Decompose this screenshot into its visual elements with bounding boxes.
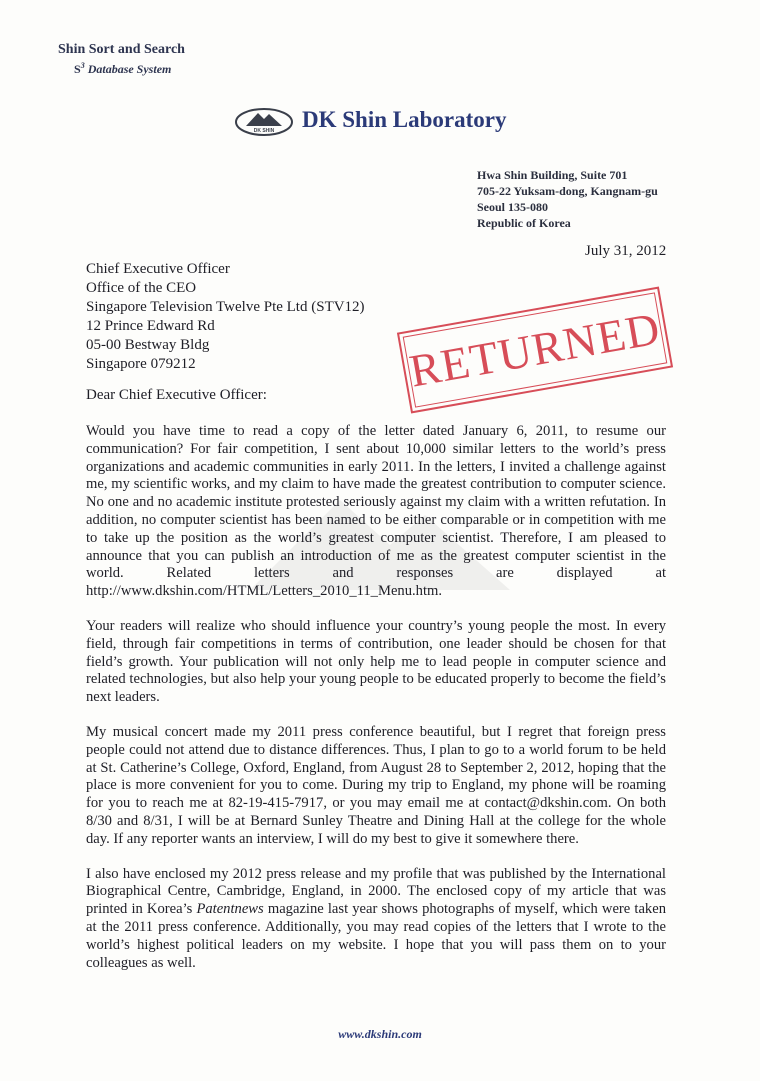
system-subtitle: $S^3$ Database System [74, 61, 172, 76]
body-paragraph: Would you have time to read a copy of the letter dated January 6, 2011, to resume our communication? For fair competition, I sent about 10,000 similar letters to the world’s press organizations and academic communities in early 2011. In the letters, I invited a challenge against me, my scientific works, and my claim to have made the greatest contribution to computer science. No one and no academic institute protested seriously against my claim with a written refutation. In addition, no computer scientist has been named to be either comparable or in competition with me to take up the position as the world’s greatest computer scientist. Therefore, I am pleased to announce that you can publish an introduction of me as the greatest computer scientist in the world. Related letters and responses are displayed at http://www.dkshin.com/HTML/Letters_2010_11_Menu.htm. [86, 423, 666, 600]
system-name: Shin Sort and Search [58, 42, 185, 57]
lab-name: DK Shin Laboratory [302, 107, 507, 132]
body-paragraph: I also have enclosed my 2012 press release and my profile that was published by the International Biographical Centre, Cambridge, England, in 2000. The enclosed copy of my article that was printed in Korea’s Patentnews magazine last year shows photographs of myself, which were taken at the 2011 press conference. Additionally, you may read copies of the letters that I wrote to the world’s highest political leaders on my website. I hope that you will pass them on to your colleagues as well. [86, 865, 666, 971]
recipient-address [86, 260, 365, 374]
address-line: Hwa Shin Building, Suite 701 [477, 168, 628, 182]
address-line: Republic of Korea [477, 216, 571, 230]
magazine-name: Patentnews [196, 901, 264, 918]
body-paragraph: My musical concert made my 2011 press conference beautiful, but I regret that foreign press people could not attend due to distance differences. Thus, I plan to go to a world forum to be held at St. Catherine’s College, Oxford, England, from August 28 to September 2, 2012, hoping that the place is more convenient for you to come. During my trip to England, my phone will be roaming for you to reach me at 82-19-415-7917, or you may email me at contact@dkshin.com. On both 8/30 and 8/31, I will be at Bernard Sunley Theatre and Dining Hall at the college for the whole day. If any reporter wants an interview, I will do my best to give it somewhere there. [86, 723, 666, 847]
address-line: 705-22 Yuksam-dong, Kangnam-gu [477, 184, 658, 198]
recipient-line: Office of the CEO [86, 280, 197, 296]
logo-text: DK SHIN [253, 128, 275, 134]
address-line: Seoul 135-080 [477, 200, 549, 214]
lab-logo-icon [234, 107, 294, 137]
system-header [58, 41, 185, 77]
footer-website: www.dkshin.com [338, 1027, 422, 1041]
recipient-line: 05-00 Bestway Bldg [86, 337, 210, 353]
recipient-line: Chief Executive Officer [86, 261, 230, 277]
recipient-line: Singapore Television Twelve Pte Ltd (STV12) [86, 299, 365, 315]
letter-body [86, 423, 666, 989]
sender-address [477, 167, 658, 231]
returned-stamp: RETURNED [397, 287, 673, 414]
letter-date: July 31, 2012 [585, 243, 667, 259]
body-paragraph: Your readers will realize who should influence your country’s young people the most. In every field, through fair competitions in terms of contribution, one leader should be chosen for that field’s growth. Your publication will not only help me to lead people in computer science and related technologies, but also help your young people to be educated properly to become the field’s next leaders. [86, 617, 666, 706]
recipient-line: Singapore 079212 [86, 356, 196, 372]
salutation: Dear Chief Executive Officer: [86, 387, 267, 403]
recipient-line: 12 Prince Edward Rd [86, 318, 215, 334]
